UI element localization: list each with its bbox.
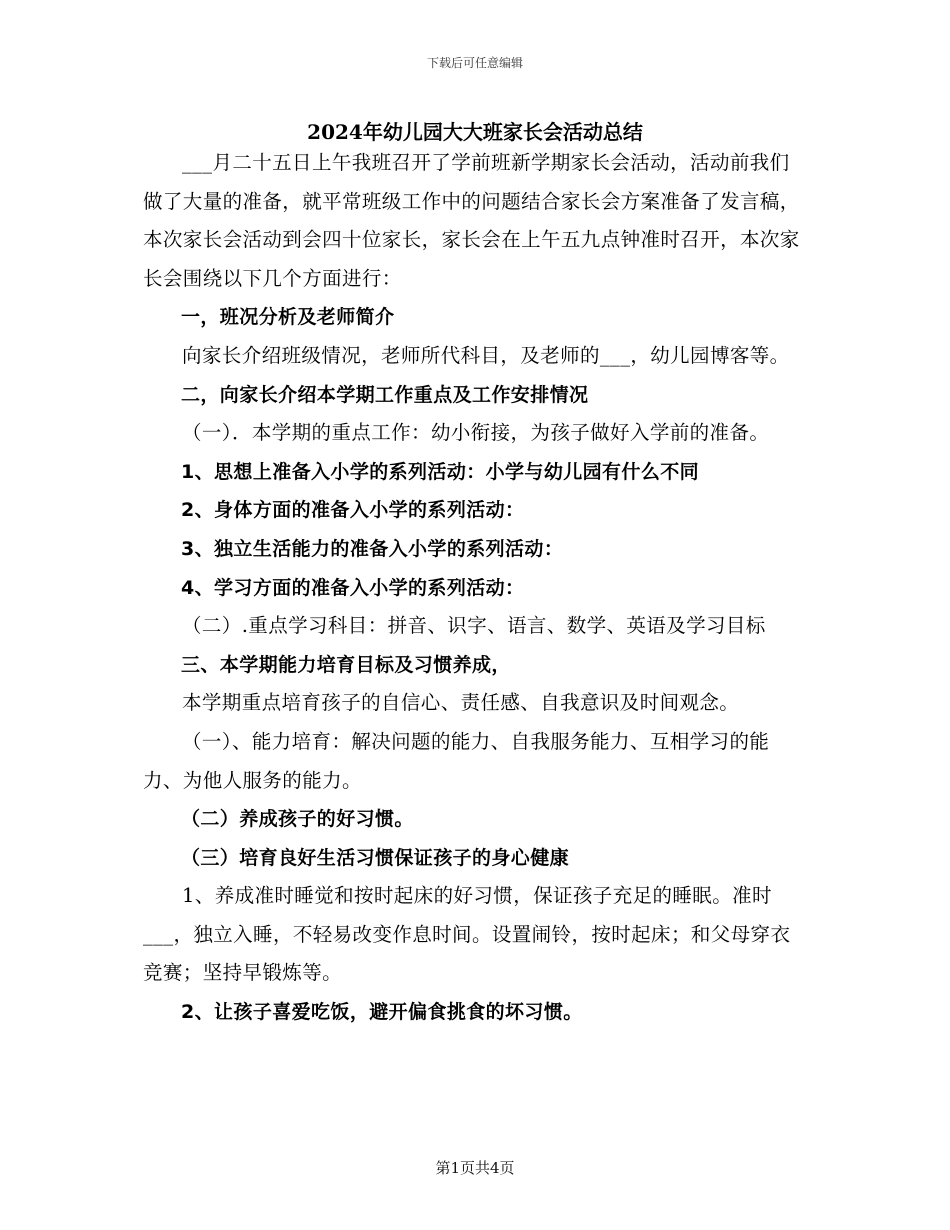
- page-number: 第1页共4页: [435, 1159, 515, 1177]
- paragraph-intro: ___月二十五日上午我班召开了学前班新学期家长会活动，活动前我们做了大量的准备，就平常班级工作中的问题结合家长会方案准备了发言稿，本次家长会活动到会四十位家长，家长会在上午五九点钟准时召开，本次家长会围绕以下几个方面进行：: [143, 151, 800, 290]
- paragraph: 1、养成准时睡觉和按时起床的好习惯，保证孩子充足的睡眠。准时___，独立入睡，不轻易改变作息时间。设置闹铃，按时起床；和父母穿衣竞赛；坚持早锻炼等。: [143, 884, 791, 985]
- list-item: 4、学习方面的准备入小学的系列活动：: [181, 576, 525, 599]
- list-item: 2、让孩子喜爱吃饭，避开偏食挑食的坏习惯。: [181, 1001, 583, 1024]
- paragraph: 向家长介绍班级情况，老师所代科目，及老师的___，幼儿园博客等。: [182, 343, 790, 367]
- section-heading-1: 一，班况分析及老师简介: [181, 306, 395, 329]
- document-title: 2024年幼儿园大大班家长会活动总结: [307, 120, 643, 144]
- document-body: [143, 144, 805, 1032]
- paragraph: （一）、能力培育：解决问题的能力、自我服务能力、互相学习的能力、为他人服务的能力。: [143, 729, 770, 792]
- paragraph: （二）.重点学习科目：拼音、识字、语言、数学、英语及学习目标: [182, 614, 766, 638]
- list-item: 1、思想上准备入小学的系列活动：小学与幼儿园有什么不同: [181, 460, 700, 483]
- subsection-heading: （三）培育良好生活习惯保证孩子的身心健康: [181, 846, 570, 869]
- paragraph: 本学期重点培育孩子的自信心、责任感、自我意识及时间观念。: [182, 691, 740, 715]
- list-item: 2、身体方面的准备入小学的系列活动：: [181, 499, 525, 522]
- list-item: 3、独立生活能力的准备入小学的系列活动：: [181, 537, 564, 560]
- subsection-heading: （二）养成孩子的好习惯。: [181, 808, 414, 831]
- section-heading-3: 三、本学期能力培育目标及习惯养成，: [181, 653, 511, 676]
- section-heading-2: 二，向家长介绍本学期工作重点及工作安排情况: [181, 383, 589, 406]
- paragraph: （一）．本学期的重点工作：幼小衔接，为孩子做好入学前的准备。: [182, 421, 770, 445]
- header-note: 下载后可任意编辑: [426, 56, 523, 70]
